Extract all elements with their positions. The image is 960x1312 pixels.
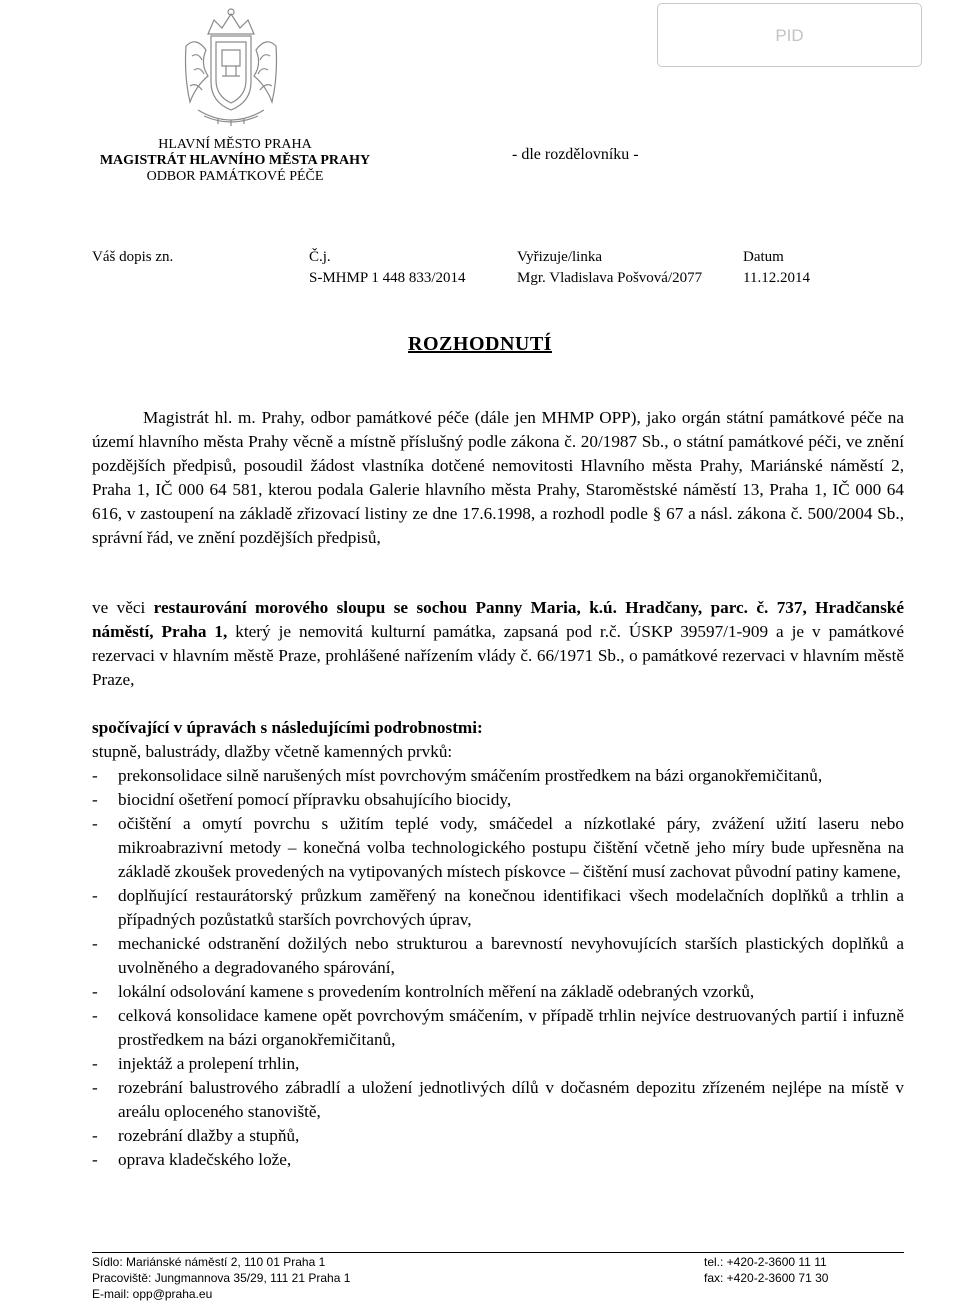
subject-paragraph	[92, 596, 904, 692]
issuer-block	[80, 137, 390, 185]
handler-value: Mgr. Vladislava Pošvová/2077	[517, 270, 703, 286]
date-value: 11.12.2014	[743, 270, 810, 286]
date-column	[743, 247, 810, 289]
subject-text	[92, 596, 904, 692]
footer-workplace: Pracoviště: Jungmannova 35/29, 111 21 Praha 1	[92, 1271, 351, 1285]
reference-column	[309, 247, 466, 289]
subject-bold: restaurování morového sloupu se sochou Panny Maria, k.ú. Hradčany, parc. č. 737, Hradčanské náměstí, Praha 1,	[92, 598, 904, 641]
footer-seat: Sídlo: Mariánské náměstí 2, 110 01 Praha 1	[92, 1255, 326, 1269]
details-subheading: stupně, balustrády, dlažby včetně kamenných prvků:	[92, 742, 453, 761]
list-item: - mechanické odstranění dožilých nebo strukturou a barevností nevyhovujících starších plastických doplňků a uvolněného a degradovaného spárování,	[92, 934, 904, 977]
list-item: - celková konsolidace kamene opět povrchovým smáčením, v případě trhlin nejvíce destruovaných partií i infuzně prostředkem na bázi organokřemičitanů,	[92, 1006, 904, 1049]
list-item: - oprava kladečského lože,	[92, 1150, 292, 1169]
intro-paragraph	[92, 406, 904, 550]
handler-label: Vyřizuje/linka	[517, 249, 602, 265]
footer-tel: tel.: +420-2-3600 11 11	[704, 1255, 827, 1269]
list-item: - biocidní ošetření pomocí přípravku obsahujícího biocidy,	[92, 790, 512, 809]
reference-value: S-MHMP 1 448 833/2014	[309, 270, 466, 286]
list-item: - očištění a omytí povrchu s užitím teplé vody, smáčedel a nízkotlaké páry, zvážení užití laseru nebo mikroabrazivní metody – konečná volba technologického postupu čištění včetně jeho míry bude upřesněna na základě zkoušek provedených na vytipovaných místech pískovce – čištění musí zachovat původní patiny kamene,	[92, 814, 904, 881]
footer-fax: fax: +420-2-3600 71 30	[704, 1271, 829, 1285]
date-label: Datum	[743, 249, 784, 265]
subject-rest: který je nemovitá kulturní památka, zapsaná pod r.č. ÚSKP 39597/1-909 a je v památkové rezervaci v hlavním městě Praze, prohlášené nařízením vlády č. 66/1971 Sb., o památkové rezervaci v hlavním městě Praze,	[92, 622, 904, 689]
org-magistrate: MAGISTRÁT HLAVNÍHO MĚSTA PRAHY	[99, 153, 371, 168]
footer-email: E-mail: opp@praha.eu	[92, 1287, 213, 1301]
subject-lead: ve věci	[92, 598, 154, 617]
list-item: - prekonsolidace silně narušených míst povrchovým smáčením prostředkem na bázi organokřemičitanů,	[92, 766, 823, 785]
work-items-list	[92, 764, 904, 1172]
prague-coat-of-arms-logo	[178, 6, 284, 128]
list-item: - rozebrání balustrového zábradlí a uložení jednotlivých dílů v dočasném depozitu zřízeném nejlépe na místě v areálu oploceného stanoviště,	[92, 1078, 904, 1121]
details-heading: spočívající v úpravách s následujícími podrobnostmi:	[92, 718, 483, 737]
list-item: - injektáž a prolepení trhlin,	[92, 1054, 300, 1073]
org-city: HLAVNÍ MĚSTO PRAHA	[158, 137, 312, 152]
handler-column	[517, 247, 702, 289]
list-item: - doplňující restaurátorský průzkum zaměřený na konečnou identifikaci všech modelačních doplňků a trhlin a případných pozůstatků starších povrchových úprav,	[92, 886, 904, 929]
distribution-note: - dle rozdělovníku -	[512, 146, 639, 163]
pid-label: PID	[775, 26, 804, 45]
reference-label: Č.j.	[309, 249, 331, 265]
list-item: - rozebrání dlažby a stupňů,	[92, 1126, 300, 1145]
footer	[92, 1252, 904, 1302]
list-item: - lokální odsolování kamene s provedením kontrolních měření na základě odebraných vzorků,	[92, 982, 755, 1001]
document-title: ROZHODNUTÍ	[408, 333, 552, 355]
your-letter-label: Váš dopis zn.	[92, 249, 174, 265]
pid-box	[657, 3, 922, 67]
org-department: ODBOR PAMÁTKOVÉ PÉČE	[146, 169, 324, 184]
intro-text: Magistrát hl. m. Prahy, odbor památkové péče (dále jen MHMP OPP), jako orgán státní památkové péče na území hlavního města Prahy věcně a místně příslušný podle zákona č. 20/1987 Sb., o státní památkové péči, ve znění pozdějších předpisů, posoudil žádost vlastníka dotčené nemovitosti Hlavního města Prahy, Mariánské náměstí 2, Praha 1, IČ 000 64 581, kterou podala Galerie hlavního města Prahy, Staroměstské náměstí 13, Praha 1, IČ 000 64 616, v zastoupení na základě zřizovací listiny ze dne 17.6.1998, a rozhodl podle § 67 a násl. zákona č. 500/2004 Sb., správní řád, ve znění pozdějších předpisů,	[92, 408, 904, 547]
details-block	[92, 716, 904, 764]
